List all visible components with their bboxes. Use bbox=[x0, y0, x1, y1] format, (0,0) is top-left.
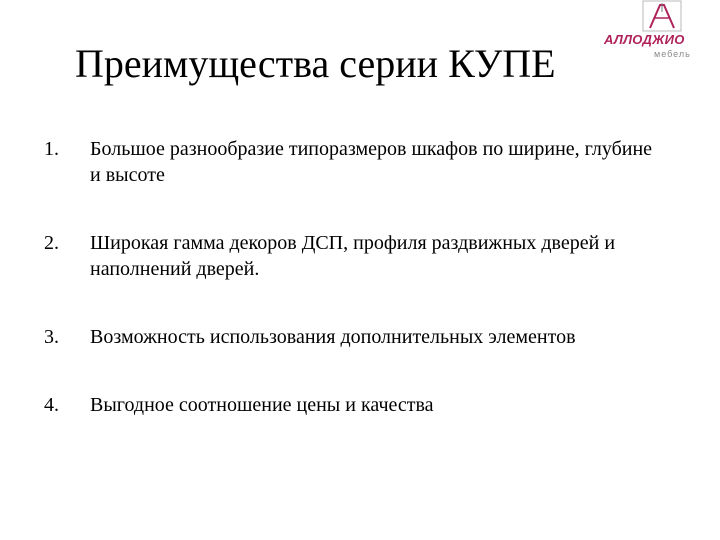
list-item-text: Возможность использования дополнительных элементов bbox=[90, 326, 576, 348]
list-item-number: 1. bbox=[44, 138, 59, 160]
list-item-text: Большое разнообразие типоразмеров шкафов по ширине, глубине и высоте bbox=[90, 138, 653, 186]
list-item-text: Широкая гамма декоров ДСП, профиля раздвижных дверей и наполнений дверей. bbox=[90, 232, 616, 280]
logo-brand-text: АЛЛОДЖИО bbox=[604, 32, 685, 47]
slide-title: Преимущества серии КУПЕ bbox=[75, 41, 556, 86]
logo-subtitle-text: мебель bbox=[654, 49, 691, 59]
list-item-number: 4. bbox=[44, 394, 59, 416]
list-item-text: Выгодное соотношение цены и качества bbox=[90, 394, 434, 416]
list-item-number: 2. bbox=[44, 232, 59, 254]
advantages-list bbox=[44, 136, 664, 418]
company-logo bbox=[604, 0, 720, 62]
list-item-number: 3. bbox=[44, 326, 59, 348]
list-item bbox=[44, 230, 664, 282]
logo-mark-icon bbox=[642, 0, 682, 32]
list-item bbox=[44, 324, 664, 350]
list-item bbox=[44, 392, 664, 418]
list-item bbox=[44, 136, 664, 188]
